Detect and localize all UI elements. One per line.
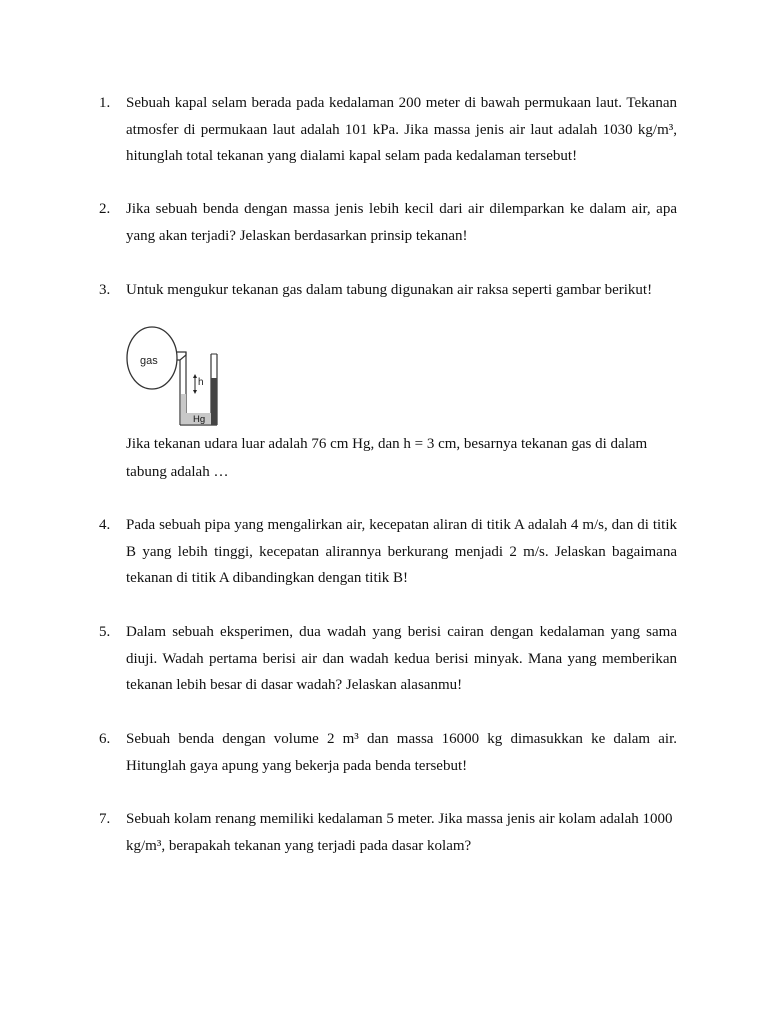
- manometer-figure: [126, 324, 222, 428]
- question-number: 4.: [99, 517, 111, 533]
- manometer-diagram: [126, 324, 222, 428]
- question-text: Dalam sebuah eksperimen, dua wadah yang berisi cairan dengan kedalaman yang sama diuji. Wadah pertama berisi air dan wadah kedua berisi minyak. Mana yang memberikan tekanan lebih besar di dasar wadah? Jelaskan alasanmu!: [126, 624, 677, 693]
- question-3-follow-up: Jika tekanan udara luar adalah 76 cm Hg, dan h = 3 cm, besarnya tekanan gas di dalam tabung adalah …: [126, 436, 648, 480]
- question-number: 1.: [99, 95, 111, 111]
- question-number: 3.: [99, 282, 111, 298]
- h-arrow-up-icon: [193, 374, 197, 378]
- h-arrow-down-icon: [193, 390, 197, 394]
- hg-label: Hg: [193, 414, 206, 425]
- question-text: Pada sebuah pipa yang mengalirkan air, kecepatan aliran di titik A adalah 4 m/s, dan di titik B yang lebih tinggi, kecepatan alirannya berkurang menjadi 2 m/s. Jelaskan bagaimana tekanan di titik A dibandingkan dengan titik B!: [126, 517, 677, 586]
- question-number: 5.: [99, 624, 111, 640]
- question-number: 2.: [99, 201, 111, 217]
- question-text: Jika sebuah benda dengan massa jenis lebih kecil dari air dilemparkan ke dalam air, apa yang akan terjadi? Jelaskan berdasarkan prinsip tekanan!: [126, 201, 677, 244]
- gas-label: gas: [140, 355, 158, 367]
- question-text: Sebuah kapal selam berada pada kedalaman 200 meter di bawah permukaan laut. Tekanan atmosfer di permukaan laut adalah 101 kPa. Jika massa jenis air laut adalah 1030 kg/m³, hitunglah total tekanan yang dialami kapal selam pada kedalaman tersebut!: [126, 95, 677, 164]
- question-number: 6.: [99, 731, 111, 747]
- h-label: h: [198, 377, 204, 388]
- question-text: Sebuah kolam renang memiliki kedalaman 5 meter. Jika massa jenis air kolam adalah 1000 kg/m³, berapakah tekanan yang terjadi pada dasar kolam?: [126, 811, 673, 854]
- question-text: Untuk mengukur tekanan gas dalam tabung digunakan air raksa seperti gambar berikut!: [126, 282, 653, 298]
- question-number: 7.: [99, 811, 111, 827]
- mercury-right-column: [211, 378, 217, 425]
- question-text: Sebuah benda dengan volume 2 m³ dan massa 16000 kg dimasukkan ke dalam air. Hitunglah gaya apung yang bekerja pada benda tersebut!: [126, 731, 677, 774]
